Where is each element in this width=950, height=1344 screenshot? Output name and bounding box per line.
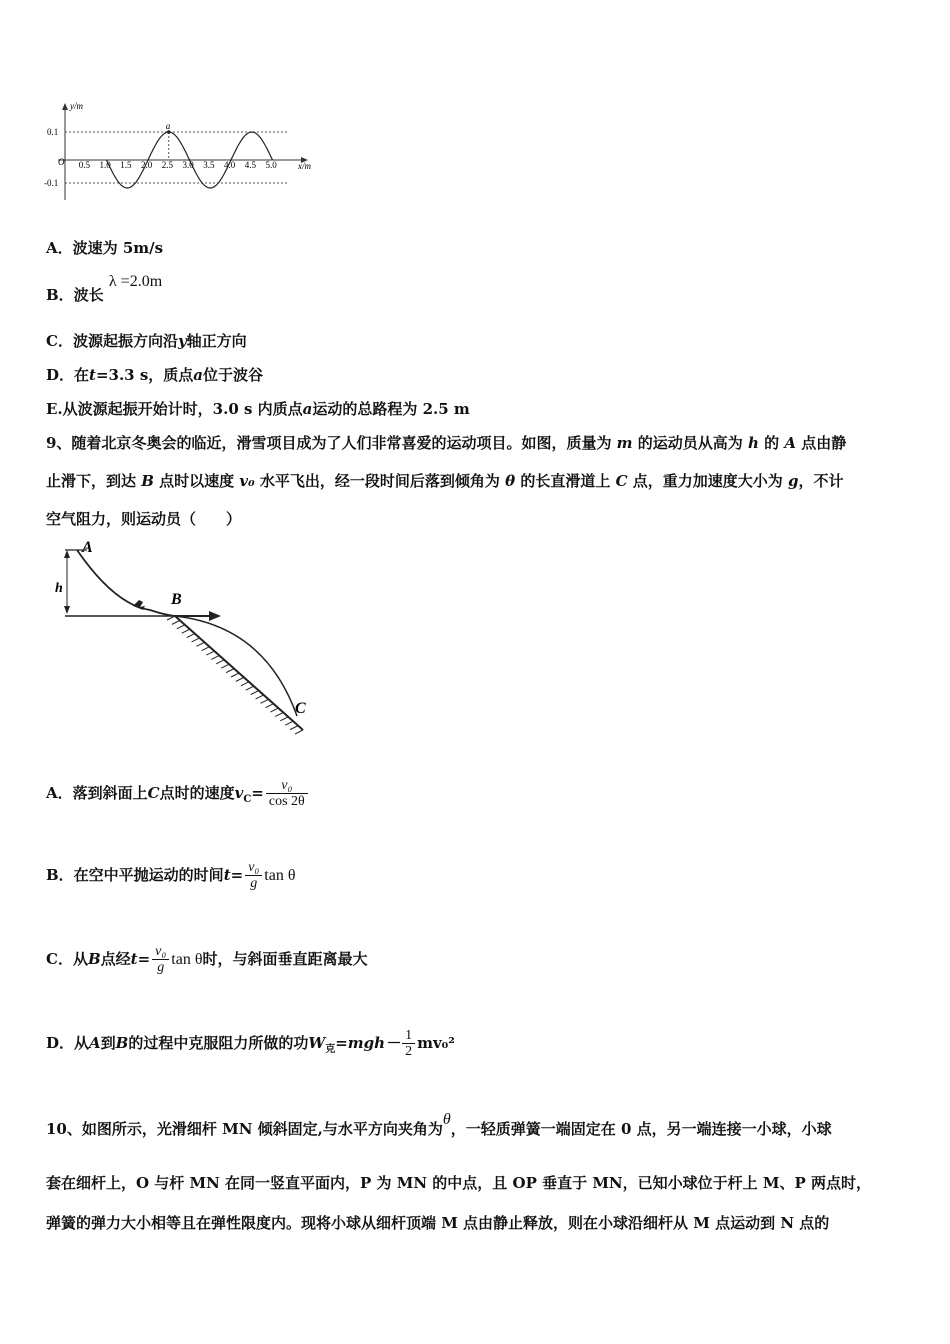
q9-option-c-eq: =: [137, 949, 151, 968]
hatch-mark: [270, 708, 278, 712]
q9-option-c-t: t: [130, 949, 138, 968]
x-tick-label: 4.5: [244, 160, 256, 170]
q10-stem-line-3: 弹簧的弹力大小相等且在弹性限度内。现将小球从细杆顶端 M 点由静止释放，则在小球沿细杆从 M 点运动到 N 点的: [46, 1214, 830, 1232]
h-label: h: [55, 581, 63, 596]
point-c-label: C: [295, 700, 306, 717]
y-tick-bottom: -0.1: [44, 178, 59, 188]
hatch-mark: [241, 682, 249, 686]
hatch-mark: [246, 686, 254, 690]
q8-option-b-label: B．波长: [46, 286, 104, 304]
hatch-mark: [177, 625, 185, 629]
point-a-label: a: [165, 121, 171, 131]
q8-option-c: [46, 330, 247, 351]
x-tick-label: 3.5: [203, 160, 215, 170]
hatch-mark: [221, 664, 229, 668]
q9-text: 水平飞出，经一段时间后落到倾角为: [254, 472, 506, 490]
x-tick-label: 0.5: [78, 160, 90, 170]
q9-var-v0: v₀: [239, 472, 255, 490]
x-tick-label: 3.0: [182, 160, 194, 170]
q8-option-e: [46, 398, 470, 419]
q8-option-d-var-a: a: [193, 366, 204, 384]
q9-option-d: [46, 1028, 455, 1060]
x-tick-label: 1.5: [120, 160, 132, 170]
q9-text: 止滑下，到达: [46, 472, 142, 490]
q9-option-d-sub: 克: [325, 1043, 336, 1055]
q9-option-a-sub: C: [243, 793, 252, 805]
hatch-mark: [275, 712, 283, 716]
q9-option-a-fraction: [266, 778, 308, 810]
q10-theta: θ: [442, 1111, 451, 1128]
x-tick-label: 1.0: [99, 160, 111, 170]
fraction-denominator: g: [250, 876, 258, 892]
q8-option-d-var-t: t: [89, 366, 96, 384]
q9-option-d-fraction: [402, 1028, 415, 1060]
q9-var-b: B: [141, 472, 154, 490]
hatch-mark: [211, 655, 219, 659]
fraction-denominator: g: [157, 960, 165, 976]
q9-text: 点时以速度: [153, 472, 240, 490]
x-axis-label: x/m: [298, 161, 311, 171]
slide-curve: [77, 550, 175, 616]
q9-option-b-eq: =: [230, 865, 244, 884]
point-a-label: A: [82, 539, 93, 556]
fraction-numerator: v₀: [245, 860, 262, 876]
point-b-label: B: [171, 591, 182, 608]
q8-option-e-var: a: [302, 400, 313, 418]
y-axis-label: y/m: [70, 101, 83, 111]
q9-stem-line-1: [46, 432, 846, 453]
q9-option-a-mid: 点时的速度: [159, 783, 235, 802]
x-tick-label: 4.0: [224, 160, 236, 170]
x-tick-label: 2.0: [141, 160, 153, 170]
q10-text: 10、如图所示，光滑细杆 MN 倾斜固定,与水平方向夹角为: [46, 1120, 443, 1138]
q9-text: 的长直滑道上: [515, 472, 616, 490]
hatch-mark: [197, 642, 205, 646]
hatch-mark: [192, 638, 200, 642]
fraction-numerator: v₀: [266, 778, 308, 794]
q9-var-m: m: [616, 434, 633, 452]
hatch-mark: [285, 721, 293, 725]
q9-text: 的: [758, 434, 785, 452]
q9-option-a-prefix: A．落到斜面上: [46, 783, 148, 802]
q9-text: ，不计: [798, 472, 844, 490]
hatch-mark: [187, 634, 195, 638]
q9-option-a-v: v: [234, 783, 244, 802]
q8-option-d-mid: =3.3 s，质点: [95, 366, 194, 384]
q9-var-h: h: [748, 434, 759, 452]
q9-option-b-prefix: B．在空中平抛运动的时间: [46, 865, 224, 884]
q9-option-c-prefix: C．从: [46, 949, 88, 968]
q8-option-d-prefix: D．在: [46, 366, 90, 384]
q9-text: 的运动员从高为: [632, 434, 748, 452]
q9-var-theta: θ: [505, 472, 516, 490]
q9-option-d-prefix: D．从: [46, 1033, 90, 1052]
q10-text: ，一轻质弹簧一端固定在 0 点，另一端连接一小球，小球: [450, 1120, 832, 1138]
fraction-numerator: v₀: [152, 944, 169, 960]
fraction-numerator: 1: [402, 1028, 415, 1044]
hatch-mark: [261, 699, 269, 703]
q9-var-a: A: [784, 434, 796, 452]
hatch-mark: [206, 651, 214, 655]
hatch-mark: [182, 629, 190, 633]
incline-hatching: [167, 616, 303, 734]
q9-option-c-var: B: [87, 949, 101, 968]
q9-option-d-mid2: 的过程中克服阻力所做的功: [128, 1033, 309, 1052]
q9-option-c: [46, 944, 368, 976]
q8-option-d: [46, 364, 263, 385]
q8-option-c-suffix: 轴正方向: [186, 332, 247, 350]
x-tick-label: 2.5: [161, 160, 173, 170]
q9-var-c: C: [615, 472, 628, 490]
q9-option-a-var: C: [147, 783, 160, 802]
hatch-mark: [172, 620, 180, 624]
q9-option-d-w: W: [308, 1033, 326, 1052]
q9-option-b-tan: tan θ: [264, 866, 296, 884]
hatch-mark: [256, 695, 264, 699]
q8-option-e-prefix: E.从波源起振开始计时，3.0 s 内质点: [46, 400, 303, 418]
q8-option-c-var: y: [177, 332, 187, 350]
wave-chart: [40, 95, 330, 210]
q9-stem-line-2: [46, 470, 844, 491]
skier-icon: [133, 600, 145, 610]
q9-option-b: [46, 860, 296, 892]
q8-option-b-formula: λ =2.0m: [108, 273, 163, 290]
y-tick-top: 0.1: [47, 127, 59, 137]
q9-option-c-suffix: 时，与斜面垂直距离最大: [202, 949, 368, 968]
q9-text: 点由静: [796, 434, 847, 452]
q9-option-c-mid: 点经: [100, 949, 131, 968]
q8-option-c-prefix: C．波源起振方向沿: [46, 332, 178, 350]
q9-option-b-var: t: [223, 865, 231, 884]
q9-var-g: g: [788, 472, 799, 490]
q10-stem-line-1: [46, 1111, 832, 1139]
q8-option-b: [46, 270, 163, 304]
ski-slope-figure: [45, 530, 325, 740]
q9-text: 9、随着北京冬奥会的临近，滑雪项目成为了人们非常喜爱的运动项目。如图，质量为: [46, 434, 617, 452]
fraction-denominator: 2: [405, 1044, 413, 1060]
q8-option-a: A．波速为 5m/s: [46, 239, 164, 257]
origin-label: O: [58, 157, 65, 167]
fraction-denominator: cos 2θ: [268, 794, 305, 810]
hatch-mark: [201, 647, 209, 651]
q9-stem-line-3: 空气阻力，则运动员（ ）: [46, 510, 242, 528]
q9-option-d-mid: 到: [100, 1033, 116, 1052]
q9-option-d-b: B: [115, 1033, 129, 1052]
q9-text: 点，重力加速度大小为: [627, 472, 788, 490]
q9-option-c-fraction: [152, 944, 169, 976]
hatch-mark: [290, 726, 298, 730]
x-tick-label: 5.0: [265, 160, 277, 170]
q9-option-a: [46, 778, 310, 810]
q9-option-c-tan: tan θ: [171, 950, 203, 968]
hatch-mark: [295, 730, 303, 734]
hatch-mark: [216, 660, 224, 664]
hatch-mark: [251, 691, 259, 695]
q8-option-d-suffix: 位于波谷: [203, 366, 264, 384]
hatch-mark: [265, 704, 273, 708]
q8-option-e-suffix: 运动的总路程为 2.5 m: [312, 400, 470, 418]
q10-stem-line-2: 套在细杆上，O 与杆 MN 在同一竖直平面内，P 为 MN 的中点，且 OP 垂直于 MN，已知小球位于杆上 M、P 两点时，: [46, 1174, 871, 1192]
hatch-mark: [226, 669, 234, 673]
q9-option-d-a: A: [89, 1033, 101, 1052]
hatch-mark: [280, 717, 288, 721]
q9-option-d-tail: mv₀²: [417, 1033, 455, 1052]
q9-option-d-eq: =mgh－: [335, 1033, 401, 1052]
q9-option-b-fraction: [245, 860, 262, 892]
q9-option-a-eq: =: [251, 783, 264, 802]
hatch-mark: [231, 673, 239, 677]
hatch-mark: [236, 677, 244, 681]
